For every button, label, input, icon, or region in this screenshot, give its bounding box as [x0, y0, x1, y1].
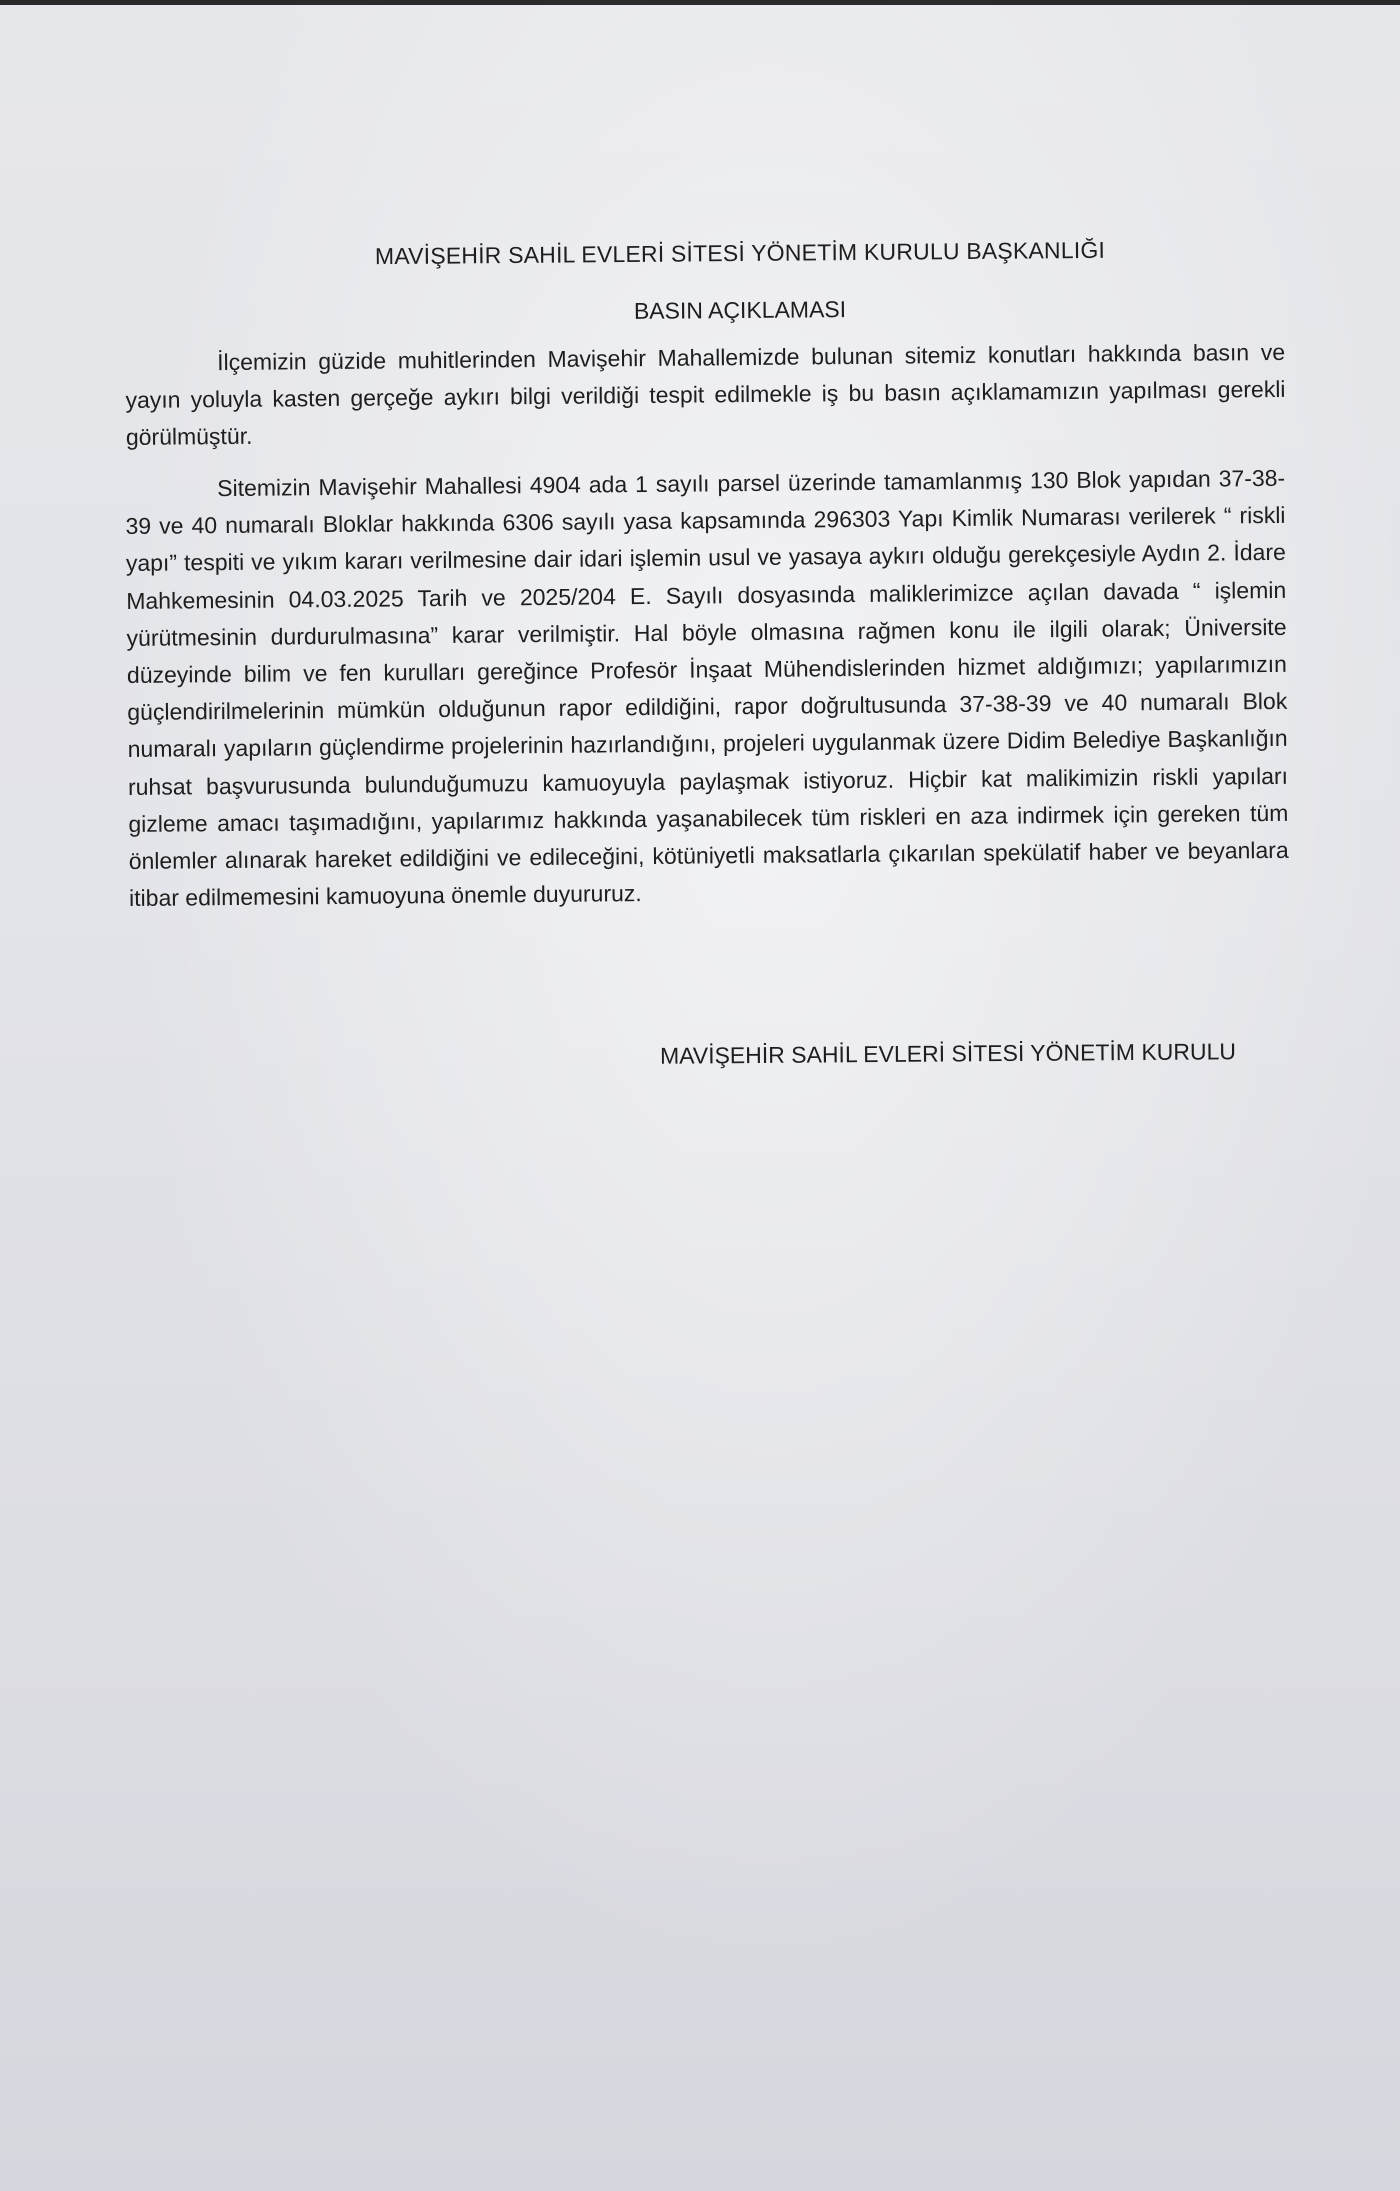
- main-paragraph: Sitemizin Mavişehir Mahallesi 4904 ada 1 sayılı parsel üzerinde tamamlanmış 130 Blok yapıdan 37-38-39 ve 40 numaralı Bloklar hakkında 6306 sayılı yasa kapsamında 296303 Yapı Kimlik Numarası verilerek “ riskli yapı” tespiti ve yıkım kararı verilmesine dair idari işlemin usul ve yasaya aykırı olduğu gerekçesiyle Aydın 2. İdare Mahkemesinin 04.03.2025 Tarih ve 2025/204 E. Sayılı dosyasında maliklerimizce açılan davada “ işlemin yürütmesinin durdurulmasına” karar verilmiştir. Hal böyle olmasına rağmen konu ile ilgili olarak; Üniversite düzeyinde bilim ve fen kurulları gereğince Profesör İnşaat Mühendislerinden hizmet aldığımızı; yapılarımızın güçlendirilmelerinin mümkün olduğunun rapor edildiğini, rapor doğrultusunda 37-38-39 ve 40 numaralı Blok numaralı yapıların güçlendirme projelerinin hazırlandığını, projeleri uygulanmak üzere Didim Belediye Başkanlığın ruhsat başvurusunda bulunduğumuzu kamuoyuyla paylaşmak istiyoruz. Hiçbir kat malikimizin riskli yapıları gizleme amacı taşımadığını, yapılarımız hakkında yaşanabilecek tüm riskleri en aza indirmek için gereken tüm önlemler alınarak hareket edildiğini ve edileceğini, kötüniyetli maksatlarla çıkarılan spekülatif haber ve beyanlara itibar edilmemesini kamuoyuna önemle duyururuz.: [125, 464, 1289, 912]
- signature-line: MAVİŞEHİR SAHİL EVLERİ SİTESİ YÖNETİM KURULU: [659, 1038, 1237, 1069]
- paper-sheet: [0, 5, 1400, 2191]
- organization-title: MAVİŞEHİR SAHİL EVLERİ SİTESİ YÖNETİM KURULU BAŞKANLIĞI: [374, 236, 1106, 270]
- intro-paragraph: İlçemizin güzide muhitlerinden Mavişehir Mahallemizde bulunan sitemiz konutları hakkında basın ve yayın yoluyla kasten gerçeğe aykırı bilgi verildiği tespit edilmekle iş bu basın açıklamamızın yapılması gerekli görülmüştür.: [125, 338, 1286, 450]
- press-release-title: BASIN AÇIKLAMASI: [633, 296, 847, 324]
